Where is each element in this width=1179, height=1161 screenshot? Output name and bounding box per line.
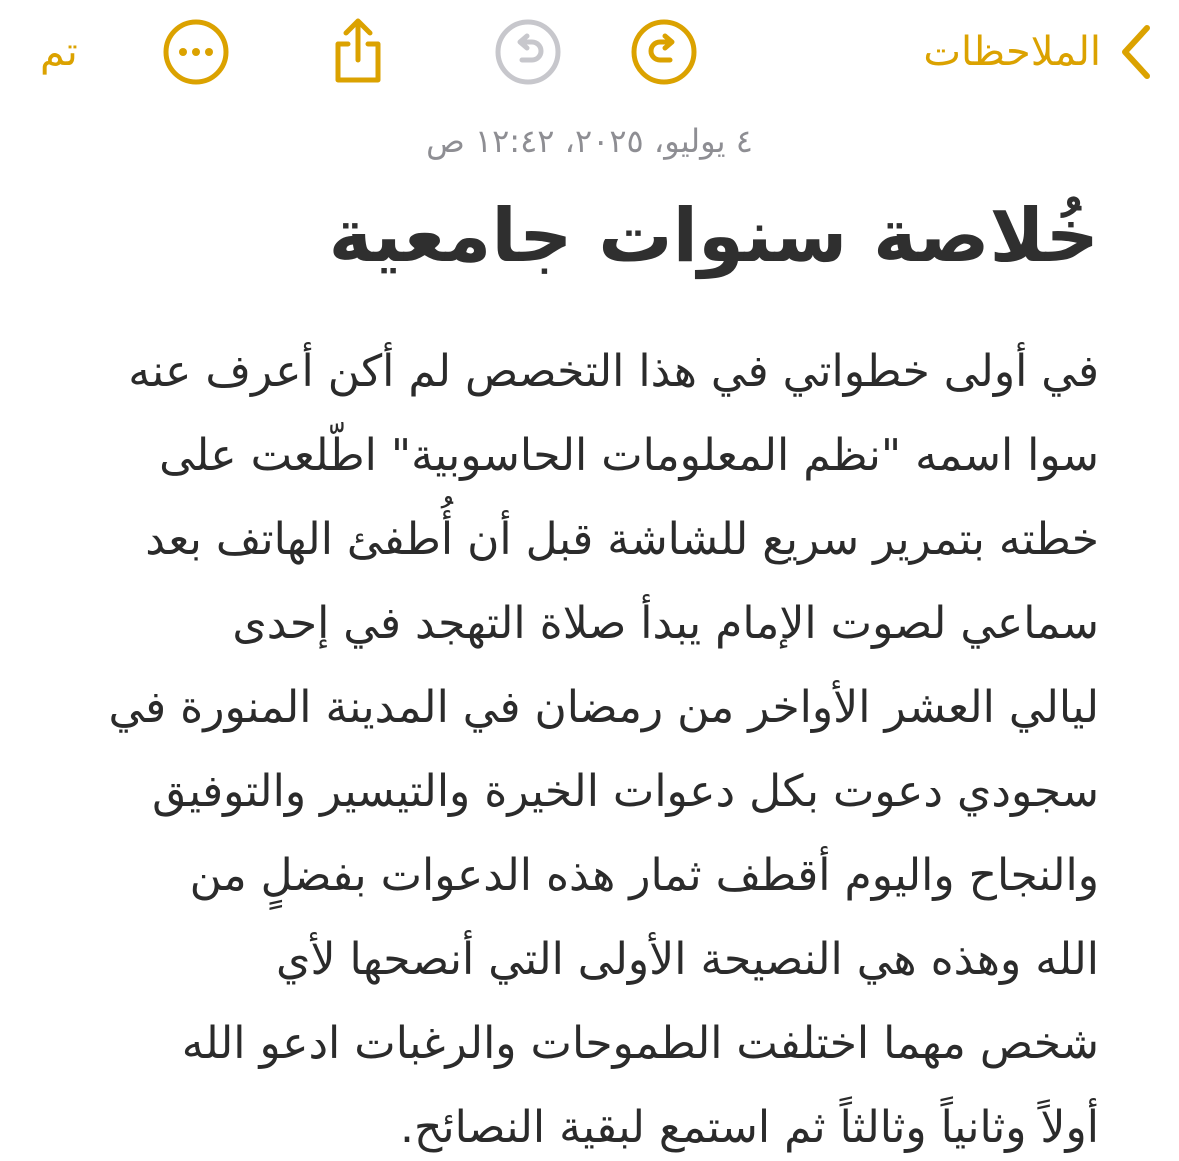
note-line: في أولى خطواتي في هذا التخصص لم أكن أعرف عنه [128,346,1099,397]
note-line: أولاً وثانياً وثالثاً ثم استمع لبقية النصائح. [400,1102,1099,1153]
redo-button[interactable] [628,16,700,88]
note-line: الله وهذه هي النصيحة الأولى التي أنصحها لأي [276,934,1099,985]
share-icon [322,16,394,88]
navigation-toolbar [0,0,1179,110]
note-date: ٤ يوليو، ٢٠٢٥، ١٢:٤٢ ص [426,122,753,160]
back-label: الملاحظات [923,29,1101,75]
note-line: خطته بتمرير سريع للشاشة قبل أن أُطفئ الهاتف بعد [145,514,1099,565]
note-line: سوا اسمه "نظم المعلومات الحاسوبية" اطّلعت على [159,430,1099,481]
note-line: والنجاح واليوم أقطف ثمار هذه الدعوات بفضلٍ من [189,850,1099,901]
note-line: ليالي العشر الأواخر من رمضان في المدينة المنورة في [108,682,1099,733]
back-button[interactable] [923,20,1153,84]
undo-icon [492,16,564,88]
chevron-left-icon [1119,24,1153,80]
note-line: سجودي دعوت بكل دعوات الخيرة والتيسير والتوفيق [152,766,1099,817]
note-body[interactable] [74,330,1099,1161]
more-button[interactable] [160,16,232,88]
done-button[interactable]: تم [40,29,78,75]
note-line: سماعي لصوت الإمام يبدأ صلاة التهجد في إحدى [232,598,1099,649]
share-button[interactable] [322,16,394,88]
undo-button[interactable] [492,16,564,88]
ellipsis-circle-icon [160,16,232,88]
note-title[interactable]: خُلاصة سنوات جامعية [328,193,1099,279]
note-line: شخص مهما اختلفت الطموحات والرغبات ادعو الله [181,1018,1099,1069]
redo-icon [628,16,700,88]
